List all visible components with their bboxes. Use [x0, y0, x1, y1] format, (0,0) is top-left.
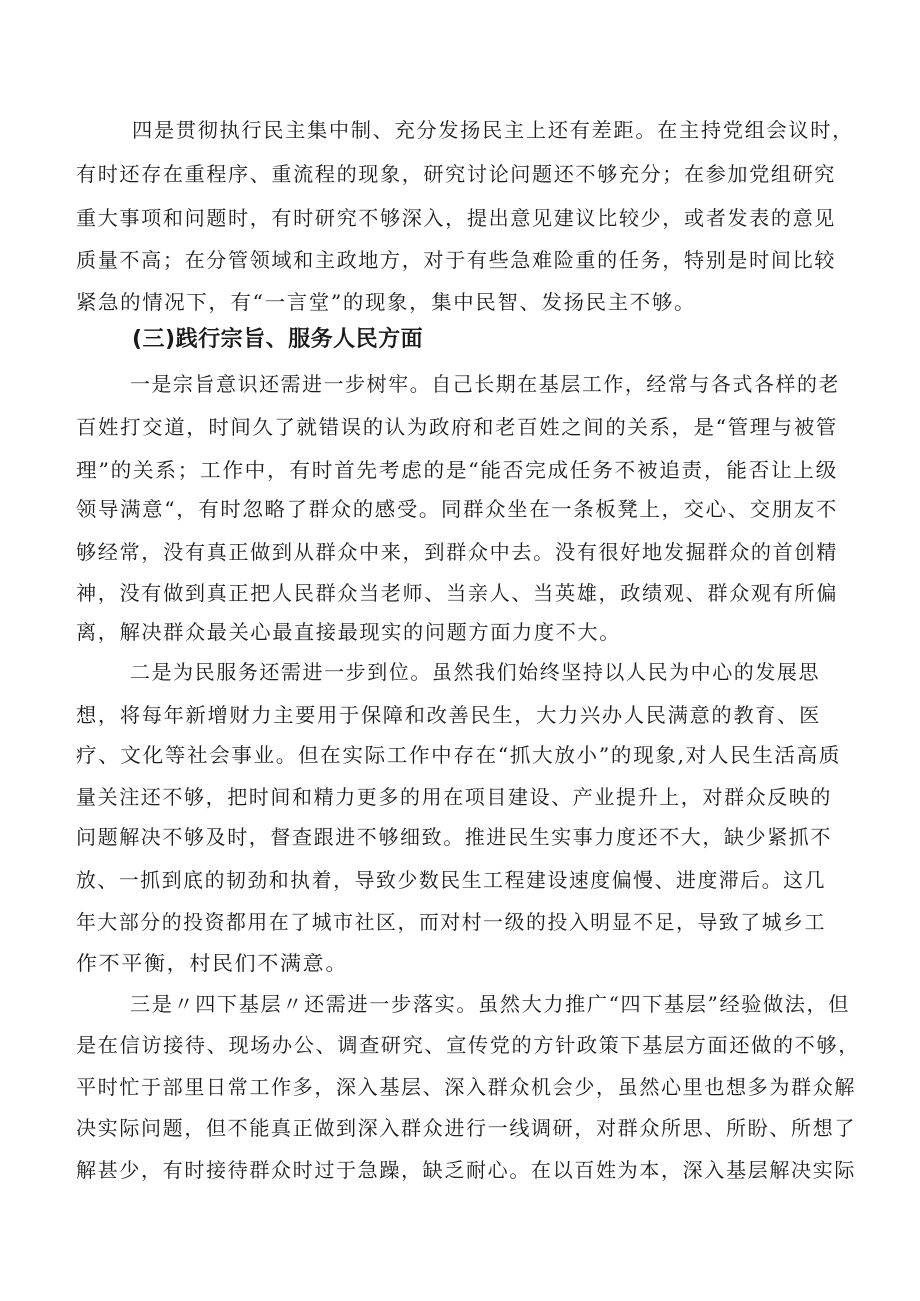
text-line: 二是为民服务还需进一步到位。虽然我们始终坚持以人民为中心的发展思	[130, 660, 821, 684]
text-line: 理”的关系；工作中，有时首先考虑的是“能否完成任务不被追责，能否让上级	[76, 458, 839, 482]
text-line: 领导满意“，有时忽略了群众的感受。同群众坐在一条板凳上，交心、交朋友不	[76, 497, 838, 521]
text-line: 有时还存在重程序、重流程的现象，研究讨论问题还不够充分；在参加党组研究	[76, 162, 837, 186]
text-line: 够经常，没有真正做到从群众中来，到群众中去。没有很好地发掘群众的首创精	[76, 540, 838, 564]
text-line: 重大事项和问题时，有时研究不够深入，提出意见建议比较少，或者发表的意见	[76, 206, 837, 230]
text-line: 离，解决群众最关心最直接最现实的问题方面力度不大。	[76, 620, 622, 644]
text-line: 放、一抓到底的韧劲和执着，导致少数民生工程建设速度偏慢、进度滞后。这几	[76, 868, 827, 892]
text-line: 年大部分的投资都用在了城市社区，而对村一级的投入明显不足，导致了城乡工	[76, 910, 827, 934]
text-line: 三是〃四下基层〃还需进一步落实。虽然大力推广“四下基层”经验做法，但	[130, 992, 851, 1016]
text-line: 是在信访接待、现场办公、调查研究、宣传党的方针政策下基层方面还做的不够，	[76, 1033, 860, 1057]
text-line: 决实际问题，但不能真正做到深入群众进行一线调研，对群众所思、所盼、所想了	[76, 1116, 857, 1140]
text-line: 量关注还不够，把时间和精力更多的用在项目建设、产业提升上，对群众反映的	[76, 785, 832, 809]
section-heading: (三)践行宗旨、服务人民方面	[132, 327, 424, 352]
text-line: 疗、文化等社会事业。但在实际工作中存在“抓大放小”的现象,对人民生活高质	[76, 743, 842, 767]
text-line: 神，没有做到真正把人民群众当老师、当亲人、当英雄，政绩观、群众观有所偏	[76, 581, 838, 605]
text-line: 百姓打交道，时间久了就错误的认为政府和老百姓之间的关系，是“管理与被管	[76, 415, 838, 439]
text-line: 紧急的情况下，有“一言堂”的现象，集中民智、发扬民主不够。	[76, 290, 697, 314]
text-line: 解甚少，有时接待群众时过于急躁，缺乏耐心。在以百姓为本，深入基层解决实际	[76, 1158, 857, 1182]
text-line: 问题解决不够及时，督查跟进不够细致。推进民生实事力度还不大，缺少紧抓不	[76, 825, 832, 849]
text-line: 作不平衡，村民们不满意。	[76, 951, 349, 975]
text-line: 四是贯彻执行民主集中制、充分发扬民主上还有差距。在主持党组会议时，	[132, 118, 855, 142]
text-line: 想，将每年新增财力主要用于保障和改善民生，大力兴办人民满意的教育、医	[76, 703, 821, 727]
text-line: 平时忙于部里日常工作多，深入基层、深入群众机会少，虽然心里也想多为群众解	[76, 1075, 857, 1099]
text-line: 一是宗旨意识还需进一步树牢。自己长期在基层工作，经常与各式各样的老	[130, 372, 841, 396]
text-line: 质量不高；在分管领域和主政地方，对于有些急难险重的任务，特别是时间比较	[76, 248, 837, 272]
